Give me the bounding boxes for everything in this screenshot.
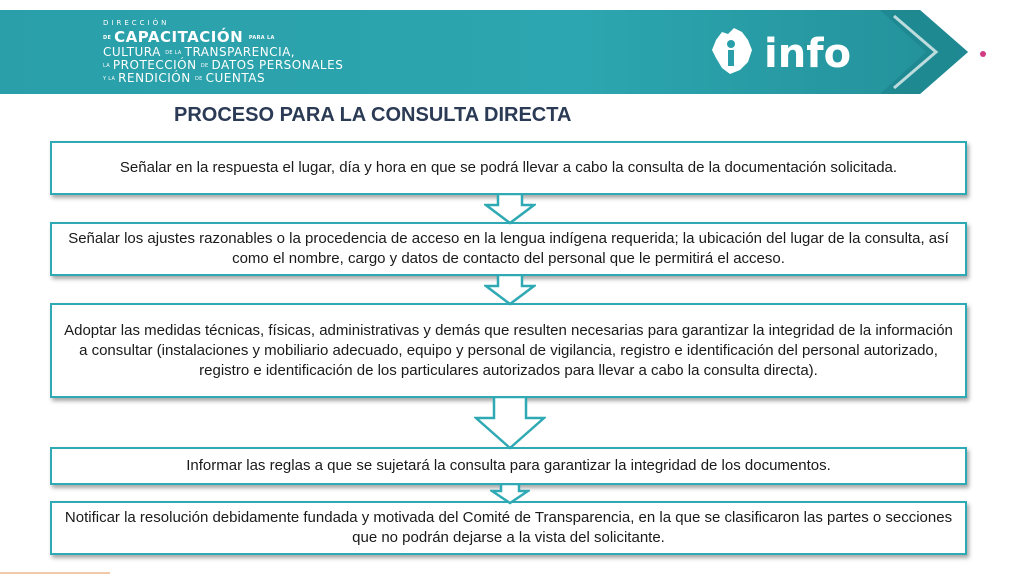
page-title: PROCESO PARA LA CONSULTA DIRECTA [174, 104, 572, 126]
process-step-4 [50, 447, 967, 485]
header-banner [0, 10, 1024, 94]
process-step-1 [50, 141, 967, 195]
org-line-2: DE CAPACITACIÓN PARA LA [103, 28, 275, 46]
down-arrow-icon [490, 483, 530, 505]
down-arrow-icon [474, 396, 546, 450]
footer-accent-line [0, 572, 110, 574]
step-5-text: Notificar la resolución debidamente fundada y motivada del Comité de Transparencia, en la que se clasificaron las partes o secciones que no podrán dejarse a la vista del solicitante. [64, 509, 953, 546]
down-arrow-icon [484, 193, 536, 225]
down-arrow-icon [484, 274, 536, 306]
process-step-3 [50, 303, 967, 398]
step-1-text: Señalar en la respuesta el lugar, día y hora en que se podrá llevar a cabo la consulta de la documentación solicitada. [119, 159, 898, 176]
process-step-5 [50, 501, 967, 555]
info-logo-text: info [764, 31, 852, 77]
org-line-1: DIRECCIÓN [103, 19, 170, 27]
accent-dot [980, 51, 986, 57]
step-3-text: Adoptar las medidas técnicas, físicas, administrativas y demás que resulten necesarias para garantizar la integridad de la información a consultar (instalaciones y mobiliario adecuado, equipo y personal de vigilancia, registro e identificación del personal autorizado, registro e identificación de los particulares autorizados para llevar a cabo la consulta directa). [64, 321, 953, 379]
org-line-5: Y LA RENDICIÓN DE CUENTAS [103, 71, 266, 85]
step-2-text: Señalar los ajustes razonables o la procedencia de acceso en la lengua indígena requerida; la ubicación del lugar de la consulta, así como el nombre, cargo y datos de contacto del personal que le permitirá el acceso. [68, 230, 949, 267]
org-line-4: LA PROTECCIÓN DE DATOS PERSONALES [103, 58, 344, 72]
process-step-2 [50, 222, 967, 276]
org-line-3: CULTURA DE LA TRANSPARENCIA, [103, 45, 296, 59]
step-4-text: Informar las reglas a que se sujetará la consulta para garantizar la integridad de los documentos. [186, 457, 831, 474]
